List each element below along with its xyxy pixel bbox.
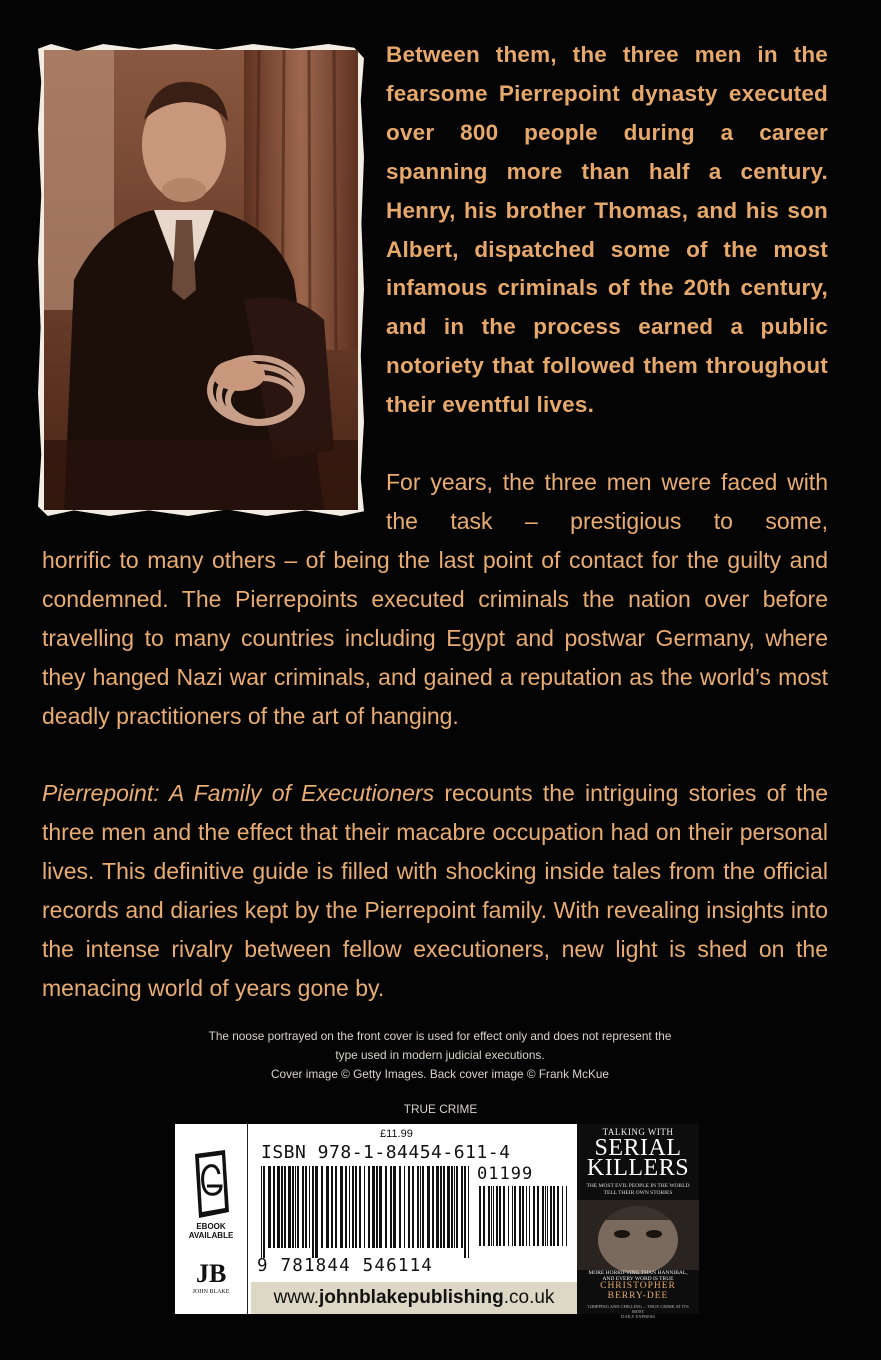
barcode-bar xyxy=(562,1186,563,1246)
ad-author-line-2: BERRY-DEE xyxy=(607,1291,669,1301)
barcode-bar xyxy=(364,1166,365,1248)
barcode-bar xyxy=(464,1166,466,1258)
barcode-bar xyxy=(412,1166,414,1248)
ad-quote-line-1: MORE HORRIFYING THAN HANNIBAL, xyxy=(588,1270,688,1276)
disclaimer-line-2: type used in modern judicial executions. xyxy=(335,1048,545,1062)
barcode-bar xyxy=(420,1166,421,1248)
barcode-bar xyxy=(537,1186,539,1246)
barcode-bar xyxy=(393,1166,396,1248)
url-name: johnblakepublishing xyxy=(318,1287,504,1308)
intro-paragraph: Between them, the three men in the fearsome Pierrepoint dynasty executed over 800 people during a career spanning more than half a century. Henry, his brother Thomas, and his son Albert, dispatched some of the most infamous criminals of the 20th century, and in the process earned a public notoriety that followed them throughout their eventful lives. xyxy=(386,42,828,418)
barcode-bar xyxy=(508,1186,509,1246)
disclaimer-line-1: The noose portrayed on the front cover is used for effect only and does not represent the xyxy=(208,1029,672,1043)
ad-title-line-2: KILLERS xyxy=(586,1155,690,1181)
barcode-bar xyxy=(557,1186,559,1246)
barcode-bar xyxy=(496,1186,498,1246)
barcode-bar xyxy=(349,1166,350,1248)
barcode-bar xyxy=(359,1166,361,1248)
barcode-bar xyxy=(302,1166,304,1248)
barcode-bar xyxy=(522,1186,524,1246)
barcode-bar xyxy=(550,1186,552,1246)
barcode-bar xyxy=(261,1166,262,1258)
price-label: £11.99 xyxy=(380,1128,413,1140)
barcode-bar xyxy=(399,1166,401,1248)
barcode-bar xyxy=(427,1166,430,1248)
barcode-bar xyxy=(331,1166,333,1248)
image-credits: Cover image © Getty Images. Back cover image © Frank McKue xyxy=(271,1067,609,1081)
barcode-bar xyxy=(566,1186,567,1246)
barcode-bar xyxy=(326,1166,329,1248)
barcode-bar xyxy=(284,1166,286,1248)
ad-title-line-1: SERIAL xyxy=(594,1135,682,1161)
barcode-bar xyxy=(493,1186,494,1246)
barcode-bar xyxy=(335,1166,337,1248)
barcode-bar xyxy=(456,1166,458,1248)
barcode-bar xyxy=(545,1186,546,1246)
genre-label: TRUE CRIME xyxy=(403,1102,478,1116)
barcode-bar xyxy=(305,1166,307,1248)
barcode-bar xyxy=(295,1166,296,1248)
isbn-label: ISBN 978-1-84454-611-4 xyxy=(261,1142,511,1163)
barcode-bar xyxy=(321,1166,323,1248)
barcode-bar xyxy=(529,1186,530,1246)
related-book-ad xyxy=(577,1124,699,1319)
barcode-bar xyxy=(355,1166,357,1248)
barcode-bar xyxy=(519,1186,521,1246)
book-title: Pierrepoint: A Family of Executioners xyxy=(42,780,435,806)
author-photo xyxy=(44,50,358,510)
paragraph-2-start: For years, the three men were faced with the task – prestigious to some, xyxy=(386,469,828,534)
barcode-bar xyxy=(352,1166,354,1248)
barcode-bar xyxy=(468,1166,469,1258)
barcode-bar xyxy=(491,1186,492,1246)
barcode-bar xyxy=(408,1166,410,1248)
publisher-logo-mark: JB xyxy=(196,1259,227,1288)
barcode-bar xyxy=(385,1166,387,1248)
barcode-bar xyxy=(315,1166,318,1258)
ad-review-line-1: 'GRIPPING AND CHILLING ... TRUE CRIME AT ITS MOST xyxy=(587,1304,689,1314)
barcode-bar xyxy=(443,1166,445,1248)
barcode-bar xyxy=(533,1186,535,1246)
ad-author xyxy=(577,1281,699,1301)
barcode-bar xyxy=(447,1166,450,1248)
barcode-bar xyxy=(461,1166,463,1248)
barcode-bar xyxy=(553,1186,555,1246)
barcode-bar xyxy=(376,1166,378,1248)
barcode-bar xyxy=(503,1186,505,1246)
barcode-bar xyxy=(512,1186,513,1246)
barcode-bar xyxy=(404,1166,405,1248)
addon-digits: 01199 xyxy=(477,1164,534,1184)
barcode-bar xyxy=(422,1166,424,1248)
addon-barcode xyxy=(479,1186,569,1256)
disclaimer xyxy=(140,1027,740,1084)
url-prefix: www. xyxy=(273,1287,319,1308)
barcode-bar xyxy=(281,1166,283,1248)
barcode-bar xyxy=(379,1166,382,1248)
barcode-bar xyxy=(499,1186,501,1246)
paragraph-3 xyxy=(42,774,828,1007)
publisher-logo-label: JOHN BLAKE xyxy=(192,1289,230,1295)
ebook-available-label xyxy=(175,1222,247,1240)
barcode-bar xyxy=(345,1166,347,1248)
barcode-bar xyxy=(526,1186,527,1246)
barcode-bar xyxy=(273,1166,275,1248)
barcode-bar xyxy=(488,1186,490,1246)
barcode-bar xyxy=(309,1166,310,1248)
paragraph-2-rest: horrific to many others – of being the last point of contact for the guilty and condemned. The Pierrepoints executed criminals the nation over before travelling to many countries including Egypt and postwar Germany, where they hanged Nazi war criminals, and gained a reputation as the world’s most deadly practitioners of the art of hanging. xyxy=(42,547,828,729)
ad-face-image xyxy=(577,1200,699,1270)
barcode-bar xyxy=(268,1166,271,1248)
ad-quote-line-2: AND EVERY WORD IS TRUE xyxy=(602,1276,674,1282)
ad-top-line: TALKING WITH xyxy=(602,1127,674,1137)
ad-title xyxy=(577,1135,699,1181)
barcode-bar xyxy=(277,1166,280,1248)
barcode-bar xyxy=(440,1166,442,1248)
ebook-label-line-1: EBOOK xyxy=(196,1222,226,1231)
ad-review xyxy=(581,1304,695,1319)
barcode-bar xyxy=(454,1166,455,1248)
barcode-bar xyxy=(340,1166,343,1248)
ean-digits: 9 781844 546114 xyxy=(257,1256,434,1276)
barcode-panel xyxy=(175,1124,577,1314)
ad-subtitle xyxy=(581,1183,695,1197)
barcode-bar xyxy=(483,1186,485,1246)
barcode-bar xyxy=(292,1166,294,1248)
portrait-illustration xyxy=(44,50,358,510)
barcode-bar xyxy=(514,1186,516,1246)
ad-subtitle-line-2: TELL THEIR OWN STORIES xyxy=(603,1190,673,1196)
barcode-bar xyxy=(368,1166,370,1248)
barcode-bar xyxy=(432,1166,434,1248)
paragraph-3-rest: recounts the intriguing stories of the three men and the effect that their macabre occupation had on their personal lives. This definitive guide is filled with shocking inside tales from the official records and diaries kept by the Pierrepoint family. With revealing insights into the intense rivalry between fellow executioners, new light is shed on the menacing world of years gone by. xyxy=(42,780,829,1001)
publisher-url xyxy=(251,1282,577,1314)
barcode-bar xyxy=(479,1186,481,1246)
barcode-bar xyxy=(542,1186,544,1246)
author-photo-frame xyxy=(38,44,364,516)
barcode-bar xyxy=(297,1166,299,1248)
logo-column xyxy=(175,1124,248,1314)
barcode-bar xyxy=(312,1166,314,1258)
url-suffix: .co.uk xyxy=(503,1287,555,1308)
ad-review-line-2: DAILY EXPRESS xyxy=(621,1314,655,1319)
ad-author-line-1: CHRISTOPHER xyxy=(600,1281,676,1291)
barcode-bar xyxy=(417,1166,419,1248)
ebook-icon xyxy=(189,1150,233,1220)
barcode-bar xyxy=(436,1166,439,1248)
barcode-bar xyxy=(288,1166,291,1248)
barcode-bar xyxy=(451,1166,453,1248)
barcode-bar xyxy=(547,1186,548,1246)
barcode-bar xyxy=(372,1166,375,1248)
ad-subtitle-line-1: THE MOST EVIL PEOPLE IN THE WORLD xyxy=(586,1183,690,1189)
ebook-label-line-2: AVAILABLE xyxy=(188,1231,234,1240)
barcode-bar xyxy=(263,1166,265,1258)
ean-barcode xyxy=(261,1166,471,1258)
barcode-bar xyxy=(390,1166,392,1248)
